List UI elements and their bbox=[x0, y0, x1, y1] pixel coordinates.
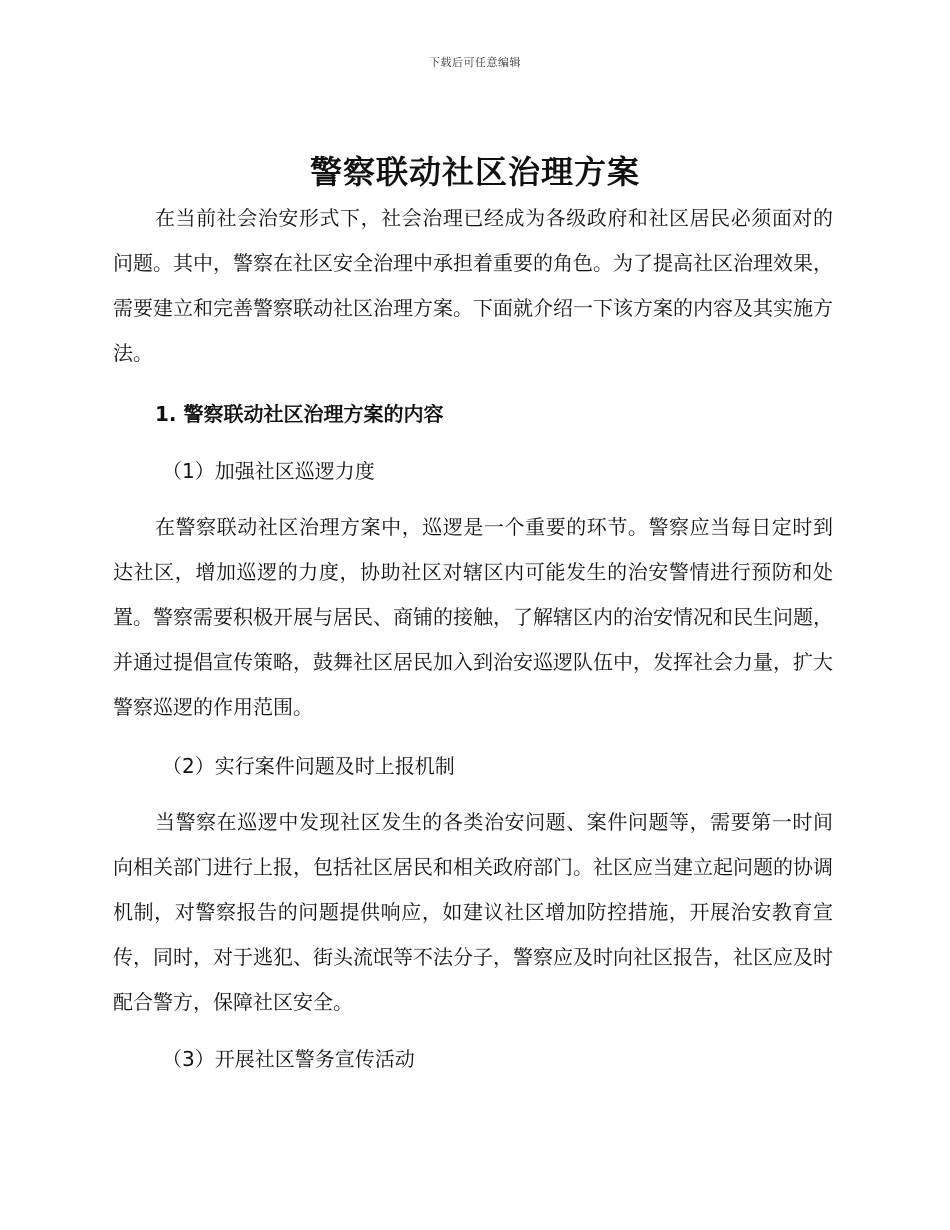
document-title: 警察联动社区治理方案 bbox=[309, 153, 640, 191]
intro-paragraph: 在当前社会治安形式下，社会治理已经成为各级政府和社区居民必须面对的问题。其中，警察在社区安全治理中承担着重要的角色。为了提高社区治理效果，需要建立和完善警察联动社区治理方案。下面就介绍一下该方案的内容及其实施方法。 bbox=[113, 206, 833, 365]
sub2-paragraph: 当警察在巡逻中发现社区发生的各类治安问题、案件问题等，需要第一时间向相关部门进行上报，包括社区居民和相关政府部门。社区应当建立起问题的协调机制，对警察报告的问题提供响应，如建议社区增加防控措施，开展治安教育宣传，同时，对于逃犯、街头流氓等不法分子，警察应及时向社区报告，社区应及时配合警方，保障社区安全。 bbox=[113, 810, 833, 1014]
intro-block bbox=[113, 196, 833, 376]
header-note: 下载后可任意编辑 bbox=[429, 56, 521, 69]
sub-heading-1: （1）加强社区巡逻力度 bbox=[162, 459, 375, 483]
sub1-paragraph: 在警察联动社区治理方案中，巡逻是一个重要的环节。警察应当每日定时到达社区，增加巡逻的力度，协助社区对辖区内可能发生的治安警情进行预防和处置。警察需要积极开展与居民、商铺的接触，了解辖区内的治安情况和民生问题，并通过提倡宣传策略，鼓舞社区居民加入到治安巡逻队伍中，发挥社会力量，扩大警察巡逻的作用范围。 bbox=[113, 515, 833, 719]
section-heading-1: 1. 警察联动社区治理方案的内容 bbox=[155, 402, 444, 426]
sub1-block bbox=[113, 505, 833, 730]
sub-heading-3: （3）开展社区警务宣传活动 bbox=[162, 1047, 415, 1071]
sub2-block bbox=[113, 800, 833, 1025]
sub-heading-2: （2）实行案件问题及时上报机制 bbox=[162, 754, 455, 778]
